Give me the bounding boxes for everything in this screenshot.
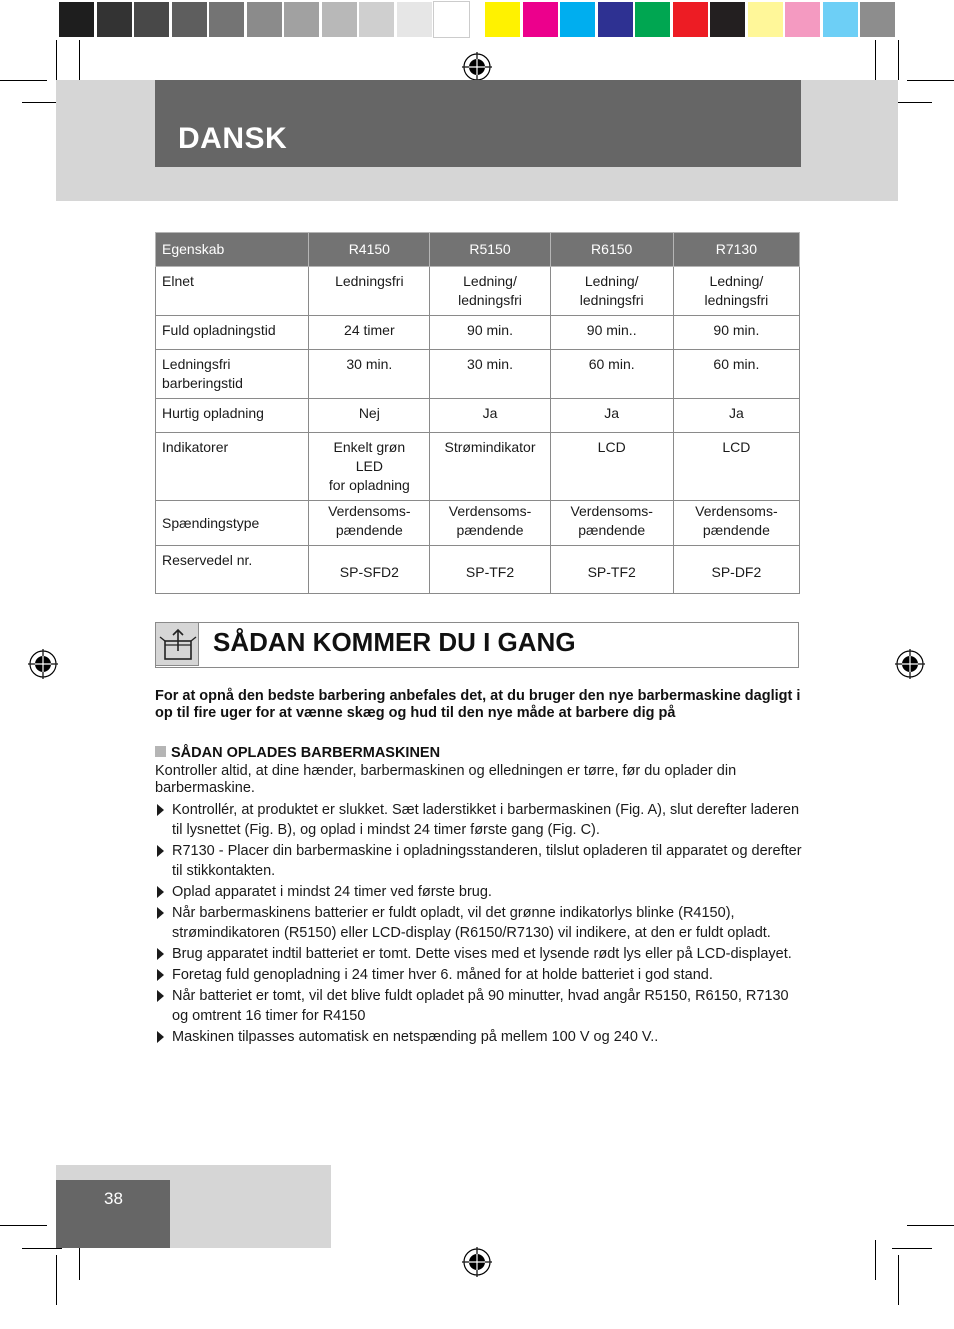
intro-paragraph: For at opnå den bedste barbering anbefales det, at du bruger den nye barbermaskine dagligt i op til fire uger for at vænne skæg og hud til den nye måde at barbere dig på: [155, 688, 801, 721]
table-cell: 60 min.: [550, 350, 673, 399]
grayscale-swatch: [134, 2, 169, 37]
list-item-text: R7130 - Placer din barbermaskine i opladningsstanderen, tilslut opladeren til apparatet og derefter til stikkontakten.: [172, 843, 802, 879]
subheading-text: SÅDAN OPLADES BARBERMASKINEN: [171, 745, 441, 761]
table-row: [156, 501, 800, 546]
arrow-right-icon: [157, 948, 164, 960]
language-title: DANSK: [178, 122, 288, 155]
color-swatch: [823, 2, 858, 37]
arrow-right-icon: [157, 990, 164, 1002]
table-header-cell: Egenskab: [156, 233, 309, 267]
table-cell: 60 min.: [673, 350, 799, 399]
table-header-cell: R5150: [430, 233, 550, 267]
table-cell: Enkelt grøn LED for opladning: [309, 433, 430, 501]
table-row: [156, 433, 800, 501]
color-swatch: [710, 2, 745, 37]
list-item: [155, 903, 805, 943]
table-row: [156, 350, 800, 399]
list-item: [155, 800, 805, 840]
color-swatch: [523, 2, 558, 37]
arrow-right-icon: [157, 969, 164, 981]
list-item: [155, 1027, 805, 1047]
table-cell: 90 min.: [673, 316, 799, 350]
table-header-row: [156, 233, 800, 267]
grayscale-swatch: [247, 2, 282, 37]
section-icon-box: [155, 622, 199, 666]
table-cell: Ja: [550, 399, 673, 433]
table-cell: SP-SFD2: [309, 546, 430, 594]
table-cell: SP-TF2: [550, 546, 673, 594]
color-swatch: [785, 2, 820, 37]
table-cell: Nej: [309, 399, 430, 433]
table-header-cell: R7130: [673, 233, 799, 267]
table-header-cell: R4150: [309, 233, 430, 267]
row-label: Reservedel nr.: [156, 546, 309, 594]
subheading: [155, 745, 440, 761]
row-label: Elnet: [156, 267, 309, 316]
list-item: [155, 986, 805, 1026]
bullet-square-icon: [155, 746, 166, 757]
table-cell: Ledningsfri: [309, 267, 430, 316]
table-cell: Verdensoms- pændende: [430, 501, 550, 546]
registration-mark-top-icon: [462, 52, 492, 82]
body-paragraph: Kontroller altid, at dine hænder, barbermaskinen og elledningen er tørre, før du oplader din barbermaskine.: [155, 763, 737, 796]
table-cell: Verdensoms- pændende: [550, 501, 673, 546]
table-cell: Ledning/ ledningsfri: [550, 267, 673, 316]
table-cell: 30 min.: [430, 350, 550, 399]
list-item-text: Kontrollér, at produktet er slukket. Sæt laderstikket i barbermaskinen (Fig. A), slut derefter laderen til lysnettet (Fig. B), og oplad i mindst 24 timer første gang (Fig. C).: [172, 802, 800, 838]
grayscale-swatch: [284, 2, 319, 37]
row-label: Indikatorer: [156, 433, 309, 501]
registration-mark-left-icon: [28, 649, 58, 679]
row-label: Ledningsfri barberingstid: [156, 350, 309, 399]
color-swatch: [860, 2, 895, 37]
table-row: [156, 267, 800, 316]
list-item: [155, 944, 805, 964]
color-swatch: [598, 2, 633, 37]
grayscale-swatch: [322, 2, 357, 37]
row-label: Hurtig opladning: [156, 399, 309, 433]
arrow-right-icon: [157, 886, 164, 898]
list-item-text: Oplad apparatet i mindst 24 timer ved første brug.: [172, 884, 492, 900]
arrow-right-icon: [157, 1031, 164, 1043]
table-cell: LCD: [550, 433, 673, 501]
color-swatch: [635, 2, 670, 37]
arrow-right-icon: [157, 845, 164, 857]
table-cell: 24 timer: [309, 316, 430, 350]
row-label: Spændingstype: [156, 501, 309, 546]
table-cell: Ledning/ ledningsfri: [430, 267, 550, 316]
table-cell: Ledning/ ledningsfri: [673, 267, 799, 316]
grayscale-swatch: [59, 2, 94, 37]
page-number: 38: [104, 1189, 123, 1208]
list-item-text: Når batteriet er tomt, vil det blive fuldt opladet på 90 minutter, hvad angår R5150, R6150, R7130 og omtrent 16 timer for R4150: [172, 988, 789, 1024]
grayscale-swatch: [97, 2, 132, 37]
grayscale-swatch: [434, 2, 469, 37]
list-item: [155, 841, 805, 881]
list-item-text: Når barbermaskinens batterier er fuldt opladt, vil det grønne indikatorlys blinke (R4150), strømindikatoren (R5150) eller LCD-display (R6150/R7130) vil indikere, at den er fuldt opladt.: [172, 905, 771, 941]
color-swatch: [748, 2, 783, 37]
specification-table: [155, 232, 800, 594]
table-header-cell: R6150: [550, 233, 673, 267]
table-cell: 90 min..: [550, 316, 673, 350]
grayscale-swatch: [397, 2, 432, 37]
list-item-text: Foretag fuld genopladning i 24 timer hver 6. måned for at holde batteriet i god stand.: [172, 967, 713, 983]
section-title: SÅDAN KOMMER DU I GANG: [213, 627, 576, 657]
box-with-upload-arrow-icon: [156, 623, 200, 667]
grayscale-swatch: [359, 2, 394, 37]
table-row: [156, 316, 800, 350]
color-swatch: [673, 2, 708, 37]
instruction-list: [155, 800, 805, 1048]
registration-mark-right-icon: [895, 649, 925, 679]
row-label: Fuld opladningstid: [156, 316, 309, 350]
grayscale-swatch: [172, 2, 207, 37]
arrow-right-icon: [157, 804, 164, 816]
registration-mark-bottom-icon: [462, 1247, 492, 1277]
table-cell: LCD: [673, 433, 799, 501]
table-row: [156, 546, 800, 594]
color-swatch: [560, 2, 595, 37]
table-cell: Ja: [430, 399, 550, 433]
list-item-text: Maskinen tilpasses automatisk en netspænding på mellem 100 V og 240 V..: [172, 1029, 659, 1045]
table-cell: Strømindikator: [430, 433, 550, 501]
table-cell: Verdensoms- pændende: [309, 501, 430, 546]
table-row: [156, 399, 800, 433]
table-cell: Ja: [673, 399, 799, 433]
table-cell: SP-DF2: [673, 546, 799, 594]
list-item-text: Brug apparatet indtil batteriet er tomt. Dette vises med et lysende rødt lys eller på LCD-displayet.: [172, 946, 792, 962]
color-swatch: [485, 2, 520, 37]
table-cell: SP-TF2: [430, 546, 550, 594]
grayscale-swatch: [209, 2, 244, 37]
list-item: [155, 965, 805, 985]
table-cell: 30 min.: [309, 350, 430, 399]
table-cell: 90 min.: [430, 316, 550, 350]
table-cell: Verdensoms- pændende: [673, 501, 799, 546]
arrow-right-icon: [157, 907, 164, 919]
list-item: [155, 882, 805, 902]
